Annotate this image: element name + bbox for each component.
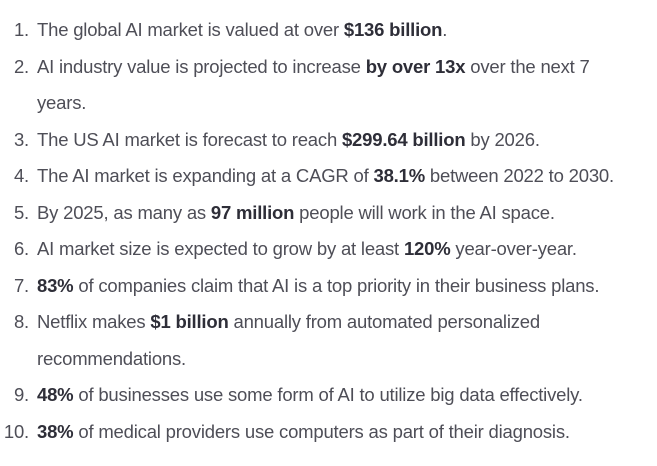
stat-highlight: 120%: [403, 238, 451, 259]
list-number: 7.: [13, 274, 29, 296]
text-segment: people will work in the AI space.: [294, 201, 555, 223]
stat-highlight: $299.64 billion: [341, 128, 466, 150]
list-item: [0, 195, 643, 232]
list-number: 6.: [13, 238, 29, 259]
list-item: [0, 231, 643, 268]
text-segment: of businesses use some form of AI to utilize big data effectively.: [73, 384, 583, 405]
text-segment: over the next 7 years.: [37, 55, 590, 113]
list-number: 1.: [13, 19, 29, 40]
stat-highlight: 97 million: [210, 201, 295, 223]
stat-highlight: 48%: [37, 384, 74, 405]
text-segment: annually from automated personalized recommendations.: [37, 311, 540, 369]
list-item: [0, 122, 643, 159]
list-item: [0, 12, 643, 49]
text-segment: .: [442, 19, 448, 40]
text-segment: AI industry value is projected to increase: [37, 55, 366, 77]
list-item: [0, 49, 643, 122]
list-item: [0, 377, 643, 414]
list-number: 9.: [13, 384, 29, 405]
list-item: [0, 158, 643, 195]
list-number: 3.: [13, 128, 29, 150]
text-segment: of medical providers use computers as part of their diagnosis.: [73, 420, 570, 442]
text-segment: between 2022 to 2030.: [424, 165, 614, 186]
stat-highlight: 83%: [37, 274, 74, 296]
text-segment: Netflix makes: [37, 311, 151, 332]
text-segment: by 2026.: [465, 128, 540, 150]
list-number: 10.: [3, 420, 29, 442]
text-segment: AI market size is expected to grow by at least: [37, 238, 404, 259]
stat-highlight: $1 billion: [150, 311, 229, 332]
list-number: 4.: [13, 165, 29, 186]
list-number: 8.: [13, 311, 29, 332]
text-segment: The US AI market is forecast to reach: [37, 128, 342, 150]
list-item: [0, 414, 643, 451]
stat-highlight: 38%: [37, 420, 74, 442]
text-segment: By 2025, as many as: [37, 201, 211, 223]
text-segment: The AI market is expanding at a CAGR of: [37, 165, 374, 186]
stats-list: [0, 12, 643, 450]
stat-highlight: by over 13x: [365, 55, 466, 77]
stat-highlight: 38.1%: [373, 165, 425, 186]
list-number: 5.: [13, 201, 29, 223]
list-item: [0, 268, 643, 305]
list-item: [0, 304, 643, 377]
text-segment: The global AI market is valued at over: [37, 19, 344, 40]
list-number: 2.: [13, 55, 29, 77]
stat-highlight: $136 billion: [343, 19, 443, 40]
text-segment: year-over-year.: [450, 238, 577, 259]
text-segment: of companies claim that AI is a top priority in their business plans.: [73, 274, 600, 296]
